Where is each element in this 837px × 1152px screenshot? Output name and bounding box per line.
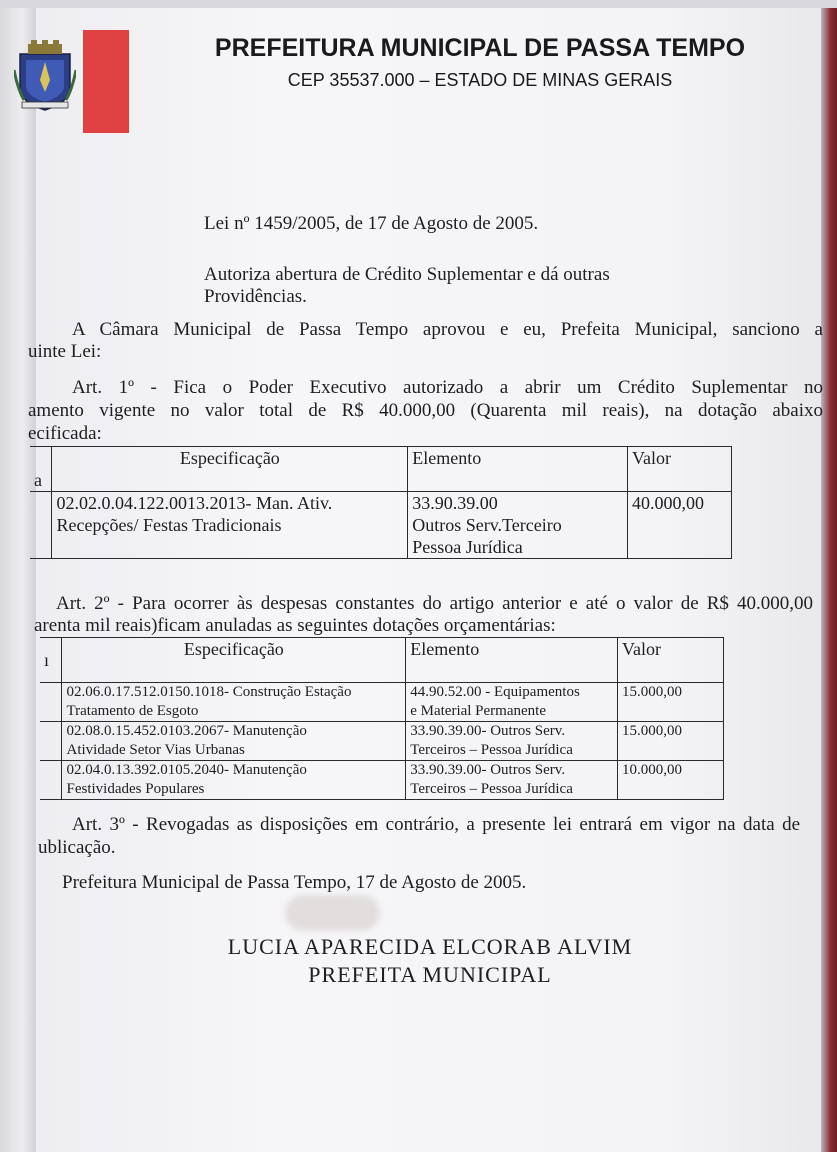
art1-line2: amento vigente no valor total de R$ 40.000,00 (Quarenta mil reais), na dotação abaixo bbox=[28, 400, 823, 421]
art3-line1: Art. 3º - Revogadas as disposições em contrário, a presente lei entrará em vigor na data de bbox=[72, 814, 800, 835]
intro-line1: A Câmara Municipal de Passa Tempo aprovou e eu, Prefeita Municipal, sanciono a bbox=[72, 319, 823, 340]
table-row bbox=[40, 761, 724, 800]
closing-line: Prefeitura Municipal de Passa Tempo, 17 de Agosto de 2005. bbox=[62, 872, 527, 893]
binding-spine bbox=[0, 0, 40, 1152]
spec-cell bbox=[62, 683, 406, 722]
element-cell bbox=[408, 492, 628, 559]
spec-line: Festividades Populares bbox=[66, 781, 205, 797]
spec-line: 02.02.0.04.122.0013.2013- Man. Ativ. bbox=[56, 493, 333, 513]
element-line: e Material Permanente bbox=[410, 703, 546, 719]
credit-table bbox=[30, 446, 732, 559]
element-line: Outros Serv.Terceiro bbox=[412, 515, 562, 535]
signature-smudge bbox=[285, 895, 380, 931]
page-edge bbox=[821, 0, 837, 1152]
spec-line: Recepções/ Festas Tradicionais bbox=[56, 515, 282, 535]
table-stub-cell bbox=[40, 722, 62, 761]
art3-line2: ublicação. bbox=[38, 837, 116, 858]
value-cell: 40.000,00 bbox=[628, 492, 732, 559]
law-title: Lei nº 1459/2005, de 17 de Agosto de 2005. bbox=[204, 213, 539, 234]
spec-cell bbox=[62, 722, 406, 761]
element-cell bbox=[406, 683, 618, 722]
table-stub-cell: ı bbox=[40, 638, 62, 683]
element-line: 33.90.39.00- Outros Serv. bbox=[410, 762, 566, 778]
value-cell: 10.000,00 bbox=[618, 761, 724, 800]
page-subtitle: CEP 35537.000 – ESTADO DE MINAS GERAIS bbox=[287, 70, 673, 90]
art1-line3: ecificada: bbox=[28, 423, 102, 444]
table-stub-cell: a bbox=[30, 447, 52, 492]
spec-cell bbox=[62, 761, 406, 800]
header-valor: Valor bbox=[628, 447, 732, 492]
header-especificacao: Especificação bbox=[52, 447, 408, 492]
table-stub-cell bbox=[40, 683, 62, 722]
signatory-name: LUCIA APARECIDA ELCORAB ALVIM bbox=[227, 934, 633, 959]
art1-line1: Art. 1º - Fica o Poder Executivo autorizado a abrir um Crédito Suplementar no bbox=[72, 377, 823, 398]
header-elemento: Elemento bbox=[406, 638, 618, 683]
table-row bbox=[40, 722, 724, 761]
signatory-role: PREFEITA MUNICIPAL bbox=[308, 962, 552, 987]
header-valor: Valor bbox=[618, 638, 724, 683]
element-line: 44.90.52.00 - Equipamentos bbox=[410, 684, 580, 700]
element-cell bbox=[406, 761, 618, 800]
law-summary-line2: Providências. bbox=[204, 286, 307, 307]
red-accent-bar bbox=[83, 30, 129, 133]
value-cell: 15.000,00 bbox=[618, 722, 724, 761]
element-line: Terceiros – Pessoa Jurídica bbox=[410, 781, 573, 797]
header-elemento: Elemento bbox=[408, 447, 628, 492]
law-summary-line1: Autoriza abertura de Crédito Suplementar e dá outras bbox=[204, 264, 610, 285]
intro-line2: uinte Lei: bbox=[28, 341, 102, 362]
header-especificacao: Especificação bbox=[62, 638, 406, 683]
element-line: 33.90.39.00- Outros Serv. bbox=[410, 723, 566, 739]
annulment-table bbox=[40, 637, 724, 800]
table-row bbox=[30, 492, 732, 559]
page-title: PREFEITURA MUNICIPAL DE PASSA TEMPO bbox=[214, 34, 746, 62]
spec-line: 02.08.0.15.452.0103.2067- Manutenção bbox=[66, 723, 307, 739]
municipal-crest-icon bbox=[14, 40, 76, 112]
art2-line2: arenta mil reais)ficam anuladas as seguintes dotações orçamentárias: bbox=[34, 615, 556, 636]
spec-line: Atividade Setor Vias Urbanas bbox=[66, 742, 245, 758]
spec-line: Tratamento de Esgoto bbox=[66, 703, 199, 719]
art2-line1: Art. 2º - Para ocorrer às despesas constantes do artigo anterior e até o valor de R$ 40.000,00 bbox=[56, 593, 813, 614]
table-header-row bbox=[30, 447, 732, 492]
spec-line: 02.04.0.13.392.0105.2040- Manutenção bbox=[66, 762, 307, 778]
spec-cell bbox=[52, 492, 408, 559]
element-line: 33.90.39.00 bbox=[412, 493, 498, 513]
page-top-edge bbox=[0, 0, 837, 8]
value-cell: 15.000,00 bbox=[618, 683, 724, 722]
spec-line: 02.06.0.17.512.0150.1018- Construção Estação bbox=[66, 684, 352, 700]
table-stub-cell bbox=[30, 492, 52, 559]
element-line: Pessoa Jurídica bbox=[412, 537, 523, 557]
table-row bbox=[40, 683, 724, 722]
table-stub-cell bbox=[40, 761, 62, 800]
table-header-row bbox=[40, 638, 724, 683]
element-line: Terceiros – Pessoa Jurídica bbox=[410, 742, 573, 758]
element-cell bbox=[406, 722, 618, 761]
